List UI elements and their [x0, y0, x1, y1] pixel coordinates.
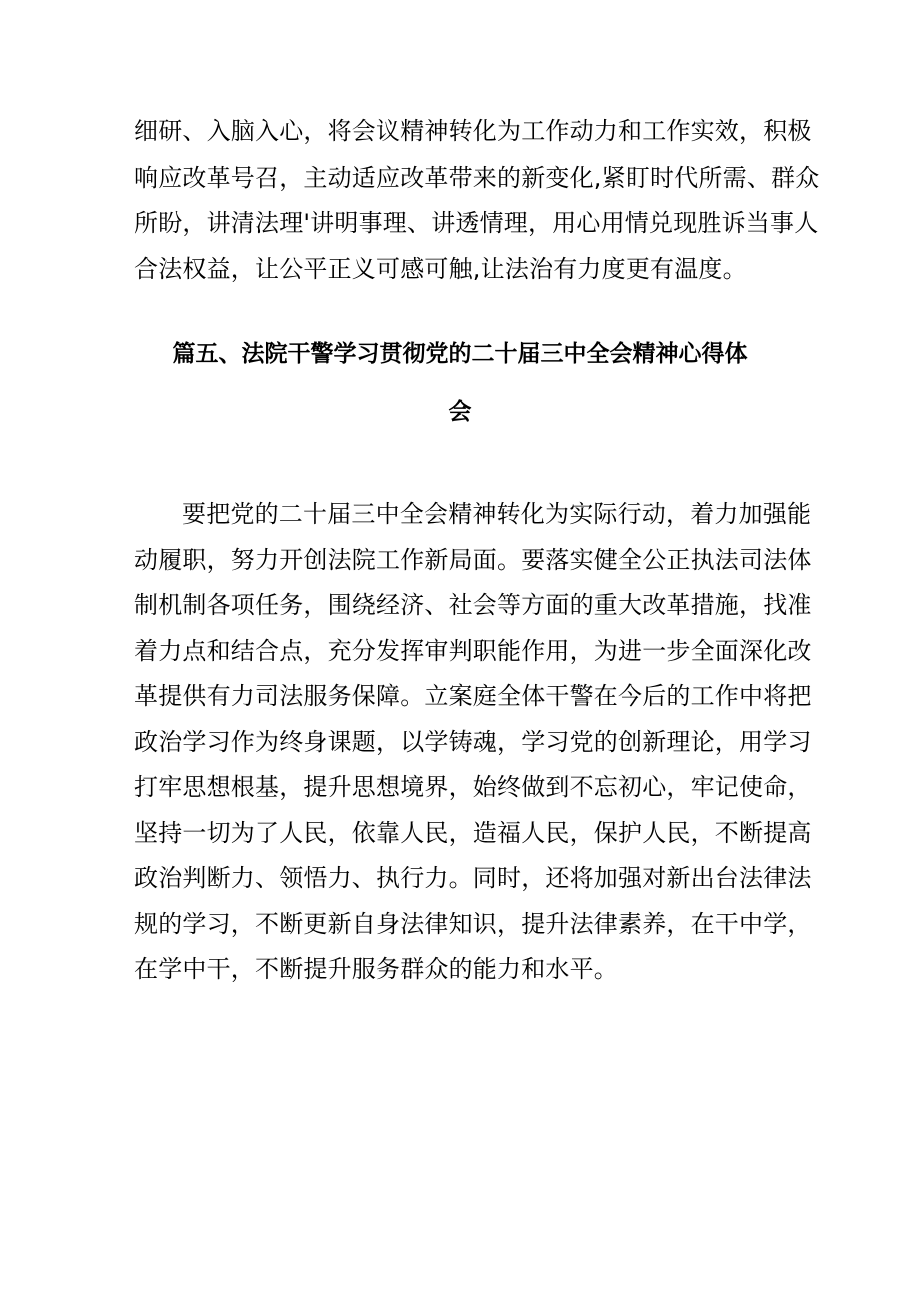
body-paragraph-line: 打牢思想根基，提升思想境界，始终做到不忘初心，牢记使命， — [134, 773, 812, 801]
body-paragraph-line: 制机制各项任务，围绕经济、社会等方面的重大改革措施，找准 — [134, 591, 812, 619]
body-paragraph-line: 在学中干，不断提升服务群众的能力和水平。 — [134, 955, 618, 983]
body-paragraph-line: 动履职，努力开创法院工作新局面。要落实健全公正执法司法体 — [134, 546, 812, 574]
prev-paragraph-line: 合法权益，让公平正义可感可触,让法治有力度更有温度。 — [134, 255, 747, 283]
body-paragraph-line: 革提供有力司法服务保障。立案庭全体干警在今后的工作中将把 — [134, 682, 812, 710]
prev-paragraph-line: 细研、入脑入心，将会议精神转化为工作动力和工作实效，积极 — [134, 117, 812, 145]
prev-paragraph-line: 响应改革号召，主动适应改革带来的新变化,紧盯时代所需、群众 — [134, 164, 820, 192]
body-paragraph-line: 着力点和结合点，充分发挥审判职能作用，为进一步全面深化改 — [134, 637, 812, 665]
body-paragraph-line: 坚持一切为了人民，依靠人民，造福人民，保护人民，不断提高 — [134, 819, 812, 847]
prev-paragraph-line: 所盼，讲清法理'讲明事理、讲透情理，用心用情兑现胜诉当事人 — [134, 209, 819, 237]
section-title: 篇五、法院干警学习贯彻党的二十届三中全会精神心得体 — [172, 341, 748, 367]
body-paragraph-line: 要把党的二十届三中全会精神转化为实际行动，着力加强能 — [182, 500, 812, 528]
body-paragraph-line: 规的学习，不断更新自身法律知识，提升法律素养，在干中学， — [134, 910, 812, 938]
body-paragraph-line: 政治学习作为终身课题，以学铸魂，学习党的创新理论，用学习 — [134, 728, 812, 756]
section-title-continued: 会 — [448, 399, 472, 425]
body-paragraph-line: 政治判断力、领悟力、执行力。同时，还将加强对新出台法律法 — [134, 864, 812, 892]
